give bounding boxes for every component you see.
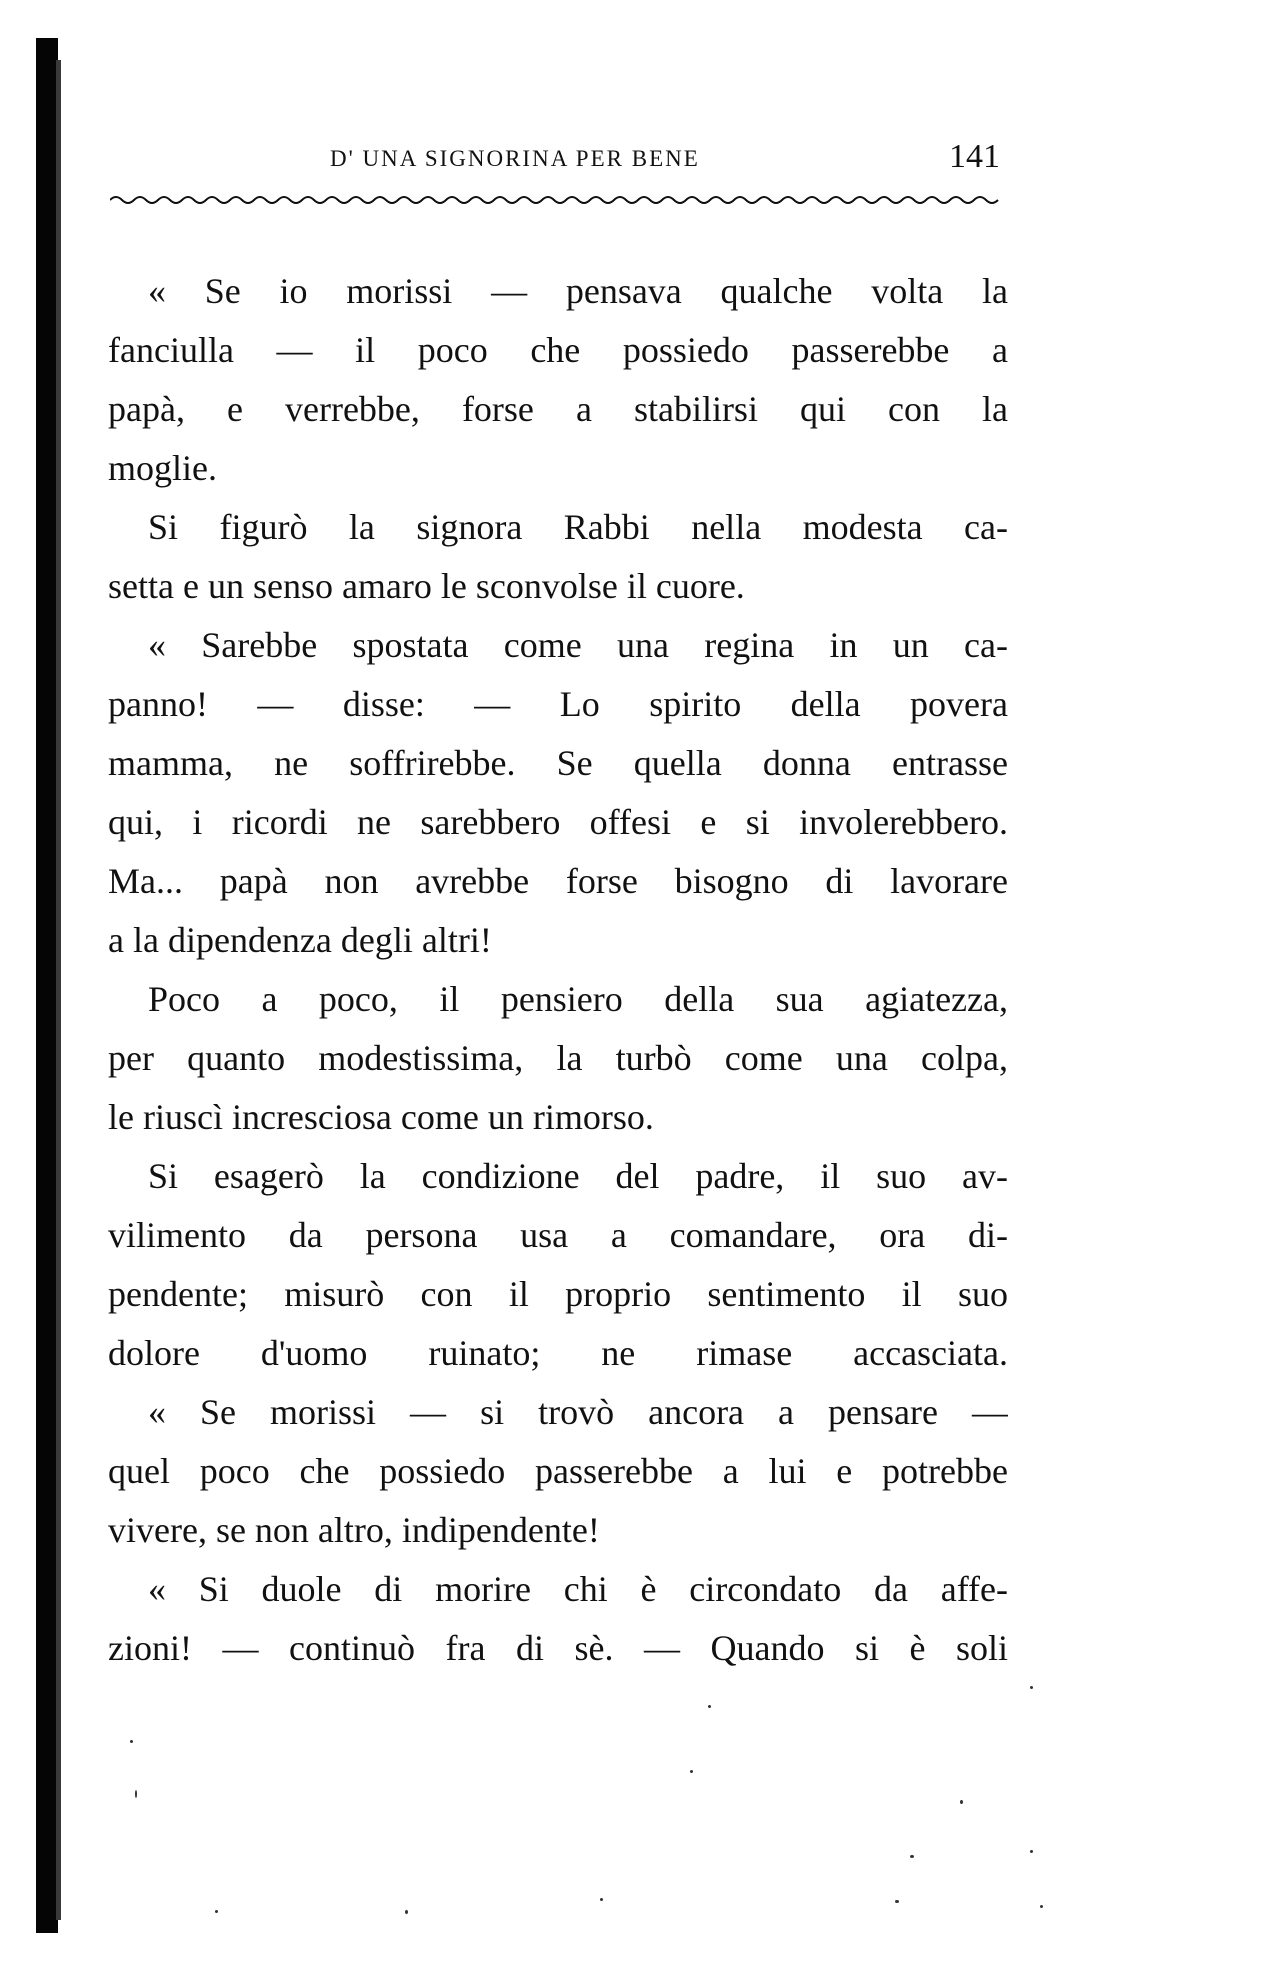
text-line: Poco a poco, il pensiero della sua agiatezza, bbox=[148, 979, 1008, 1019]
text-line: Ma... papà non avrebbe forse bisogno di lavorare bbox=[108, 861, 1008, 901]
text-line: pendente; misurò con il proprio sentimento il suo bbox=[108, 1274, 1008, 1314]
page-number: 141 bbox=[949, 138, 1000, 175]
text-line: le riuscì incresciosa come un rimorso. bbox=[108, 1097, 654, 1137]
text-line: « Se morissi — si trovò ancora a pensare — bbox=[148, 1392, 1008, 1432]
text-line: per quanto modestissima, la turbò come una colpa, bbox=[108, 1038, 1008, 1078]
text-line: « Se io morissi — pensava qualche volta la bbox=[148, 271, 1008, 311]
text-line: fanciulla — il poco che possiedo passerebbe a bbox=[108, 330, 1008, 370]
wavy-rule bbox=[110, 190, 1005, 206]
text-line: mamma, ne soffrirebbe. Se quella donna entrasse bbox=[108, 743, 1008, 783]
text-line: papà, e verrebbe, forse a stabilirsi qui con la bbox=[108, 389, 1008, 429]
text-line: moglie. bbox=[108, 448, 217, 488]
text-line: « Si duole di morire chi è circondato da affe- bbox=[148, 1569, 1008, 1609]
text-line: panno! — disse: — Lo spirito della povera bbox=[108, 684, 1008, 724]
text-line: dolore d'uomo ruinato; ne rimase accasciata. bbox=[108, 1333, 1008, 1373]
page-header bbox=[100, 138, 1008, 188]
text-line: quel poco che possiedo passerebbe a lui e potrebbe bbox=[108, 1451, 1008, 1491]
text-line: zioni! — continuò fra di sè. — Quando si è soli bbox=[108, 1628, 1008, 1668]
body-text bbox=[108, 262, 1008, 1678]
book-spine-edge bbox=[56, 60, 61, 1920]
text-line: setta e un senso amaro le sconvolse il cuore. bbox=[108, 566, 745, 606]
text-line: « Sarebbe spostata come una regina in un ca- bbox=[148, 625, 1008, 665]
text-line: qui, i ricordi ne sarebbero offesi e si involerebbero. bbox=[108, 802, 1008, 842]
text-line: Si figurò la signora Rabbi nella modesta ca- bbox=[148, 507, 1008, 547]
running-title: D' UNA SIGNORINA PER BENE bbox=[330, 146, 700, 171]
book-spine-shadow bbox=[36, 38, 58, 1933]
text-line: vilimento da persona usa a comandare, ora di- bbox=[108, 1215, 1008, 1255]
text-line: vivere, se non altro, indipendente! bbox=[108, 1510, 600, 1550]
text-line: Si esagerò la condizione del padre, il suo av- bbox=[148, 1156, 1008, 1196]
text-line: a la dipendenza degli altri! bbox=[108, 920, 492, 960]
